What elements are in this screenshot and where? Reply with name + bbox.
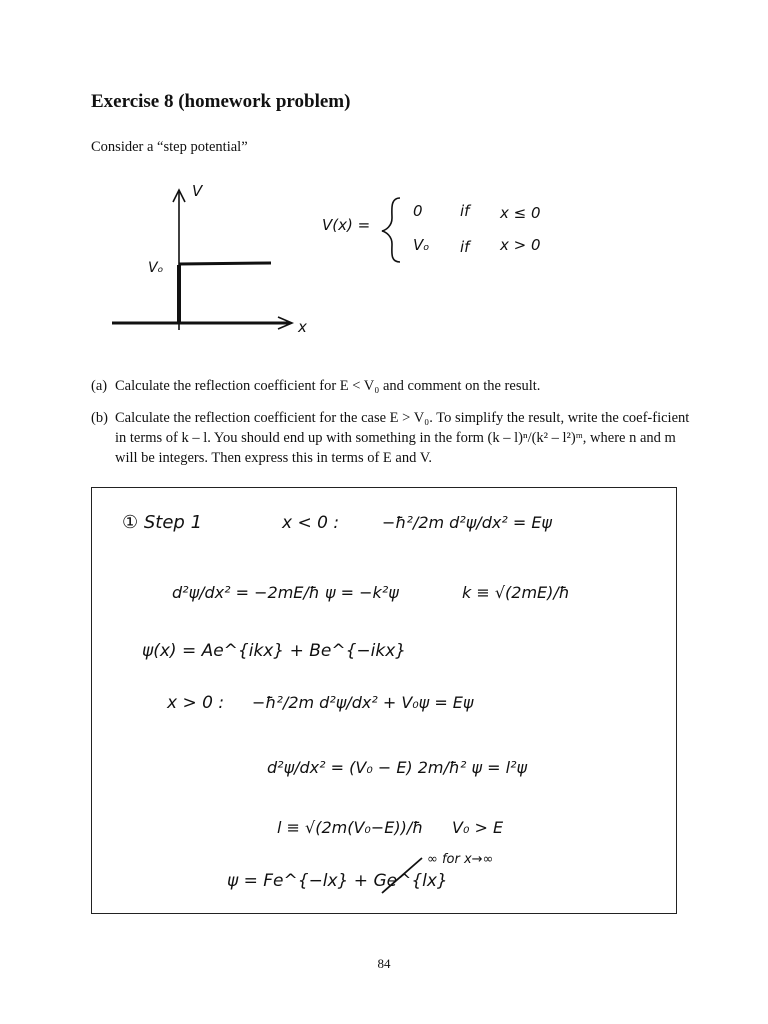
region1-label: x < 0 :	[282, 513, 340, 533]
case2-if: if	[460, 238, 470, 256]
step-potential-figure	[100, 180, 580, 350]
case1-if: if	[460, 202, 470, 220]
question-a-label: (a)	[91, 378, 108, 394]
question-a	[91, 376, 691, 396]
psi-region1: ψ(x) = Ae^{ikx} + Be^{−ikx}	[142, 641, 407, 661]
question-b	[91, 408, 691, 468]
potential-lhs: V(x) =	[322, 216, 371, 234]
question-b-label: (b)	[91, 410, 108, 426]
question-a-text: Calculate the reflection coefficient for E < V₀ and comment on the result.	[115, 378, 541, 394]
energy-condition: V₀ > E	[452, 818, 504, 837]
schrodinger-eq-1: −ħ²/2m d²ψ/dx² = Eψ	[382, 513, 552, 532]
page-number: 84	[377, 956, 391, 971]
exercise-title: Exercise 8 (homework problem)	[91, 91, 351, 112]
schrodinger-eq-3: −ħ²/2m d²ψ/dx² + V₀ψ = Eψ	[252, 693, 474, 712]
schrodinger-eq-4: d²ψ/dx² = (V₀ − E) 2m/ħ² ψ = l²ψ	[267, 758, 528, 777]
k-definition: k ≡ √(2mE)/ħ	[462, 583, 570, 602]
solution-handwriting	[92, 488, 676, 913]
solution-box	[91, 487, 677, 914]
l-definition: l ≡ √(2m(V₀−E))/ħ	[277, 818, 424, 837]
question-b-text: Calculate the reflection coefficient for the case E > V₀. To simplify the result, write the coef-ficient in terms of k – l. You should end up with something in the form (k – l)ⁿ/(k² – l²)ᵐ, where n and m will be integers. Then express this in terms of E and V.	[115, 410, 690, 466]
intro-text: Consider a “step potential”	[91, 139, 248, 155]
case1-cond: x ≤ 0	[500, 204, 541, 222]
schrodinger-eq-2: d²ψ/dx² = −2mE/ħ ψ = −k²ψ	[172, 583, 399, 602]
psi-region2: ψ = Fe^{−lx} + Ge^{lx}	[227, 871, 448, 891]
case2-cond: x > 0	[500, 236, 541, 254]
y-axis-label: V	[192, 182, 203, 200]
step-label: Vₒ	[148, 260, 164, 276]
divergence-note: ∞ for x→∞	[427, 852, 494, 867]
x-axis-label: x	[298, 318, 307, 336]
region2-label: x > 0 :	[167, 693, 225, 713]
step-heading: ① Step 1	[122, 512, 203, 533]
case2-value: Vₒ	[413, 236, 430, 254]
case1-value: 0	[413, 202, 423, 220]
